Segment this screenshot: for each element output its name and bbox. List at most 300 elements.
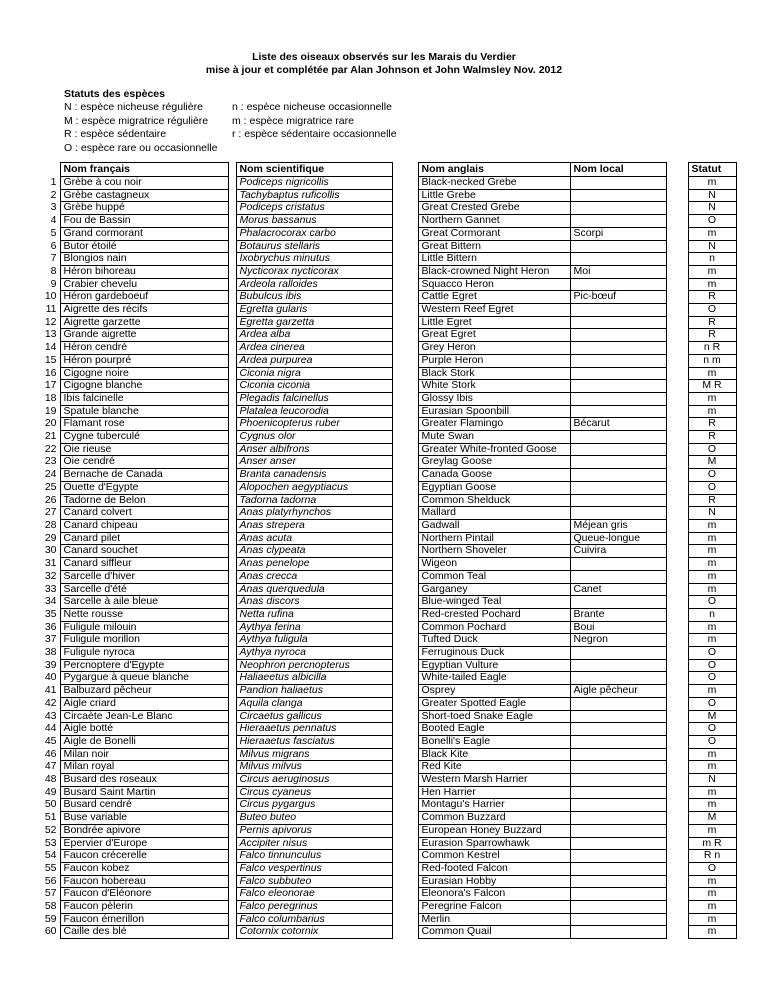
local-name bbox=[570, 659, 666, 672]
status-code: m bbox=[688, 621, 736, 634]
status-code: m bbox=[688, 177, 736, 190]
english-name: Grey Heron bbox=[418, 342, 570, 355]
status-code: N bbox=[688, 774, 736, 787]
french-name: Grèbe à cou noir bbox=[60, 177, 228, 190]
scientific-name: Falco peregrinus bbox=[236, 901, 392, 914]
status-code: n m bbox=[688, 354, 736, 367]
status-code: O bbox=[688, 304, 736, 317]
row-number: 50 bbox=[30, 799, 60, 812]
row-number: 45 bbox=[30, 735, 60, 748]
table-row bbox=[30, 659, 736, 672]
document-subtitle: mise à jour et complétée par Alan Johnson et John Walmsley Nov. 2012 bbox=[205, 64, 563, 76]
english-name: Red-crested Pochard bbox=[418, 608, 570, 621]
english-name: Egyptian Vulture bbox=[418, 659, 570, 672]
row-number: 29 bbox=[30, 532, 60, 545]
english-name: Common Pochard bbox=[418, 621, 570, 634]
row-number: 5 bbox=[30, 227, 60, 240]
english-name: Black-crowned Night Heron bbox=[418, 265, 570, 278]
english-name: White-tailed Eagle bbox=[418, 672, 570, 685]
legend-item: O : espèce rare ou occasionnelle bbox=[64, 141, 218, 154]
scientific-name: Anas discors bbox=[236, 596, 392, 609]
scientific-name: Falco vespertinus bbox=[236, 862, 392, 875]
row-number: 2 bbox=[30, 189, 60, 202]
status-code: O bbox=[688, 443, 736, 456]
row-number: 31 bbox=[30, 558, 60, 571]
scientific-name: Milvus milvus bbox=[236, 761, 392, 774]
local-name bbox=[570, 697, 666, 710]
table-row bbox=[30, 316, 736, 329]
english-name: Northern Pintail bbox=[418, 532, 570, 545]
scientific-name: Hieraaetus fasciatus bbox=[236, 735, 392, 748]
local-name bbox=[570, 380, 666, 393]
english-name: Greater Flamingo bbox=[418, 418, 570, 431]
local-name: Moi bbox=[570, 265, 666, 278]
row-number: 21 bbox=[30, 431, 60, 444]
row-number: 47 bbox=[30, 761, 60, 774]
local-name bbox=[570, 215, 666, 228]
french-name: Héron pourpré bbox=[60, 354, 228, 367]
local-name bbox=[570, 901, 666, 914]
table-row bbox=[30, 253, 736, 266]
french-name: Cigogne blanche bbox=[60, 380, 228, 393]
table-row bbox=[30, 291, 736, 304]
scientific-name: Phalacrocorax carbo bbox=[236, 227, 392, 240]
english-name: Merlin bbox=[418, 913, 570, 926]
table-row bbox=[30, 367, 736, 380]
status-code: N bbox=[688, 189, 736, 202]
table-row bbox=[30, 558, 736, 571]
french-name: Faucon kobez bbox=[60, 862, 228, 875]
status-code: R bbox=[688, 316, 736, 329]
local-name bbox=[570, 748, 666, 761]
french-name: Crabier chevelu bbox=[60, 278, 228, 291]
french-name: Busard cendré bbox=[60, 799, 228, 812]
row-number: 23 bbox=[30, 456, 60, 469]
legend-item: m : espèce migratrice rare bbox=[232, 114, 354, 127]
legend-item: r : espèce sédentaire occasionnelle bbox=[232, 128, 397, 141]
scientific-name: Botaurus stellaris bbox=[236, 240, 392, 253]
scientific-name: Alopochen aegyptiacus bbox=[236, 481, 392, 494]
status-code: m bbox=[688, 265, 736, 278]
french-name: Percnoptere d'Egypte bbox=[60, 659, 228, 672]
header-scientific: Nom scientifique bbox=[236, 163, 392, 177]
english-name: Ferruginous Duck bbox=[418, 647, 570, 660]
table-body bbox=[30, 177, 736, 939]
header-local: Nom local bbox=[570, 163, 666, 177]
english-name: Common Shelduck bbox=[418, 494, 570, 507]
french-name: Faucon émerillon bbox=[60, 913, 228, 926]
local-name bbox=[570, 431, 666, 444]
scientific-name: Anas penelope bbox=[236, 558, 392, 571]
status-code: O bbox=[688, 596, 736, 609]
local-name bbox=[570, 240, 666, 253]
legend-item: M : espèce migratrice régulière bbox=[64, 114, 209, 127]
status-code: M bbox=[688, 710, 736, 723]
row-number: 33 bbox=[30, 583, 60, 596]
scientific-name: Cotornix cotornix bbox=[236, 926, 392, 939]
local-name bbox=[570, 913, 666, 926]
row-number: 11 bbox=[30, 304, 60, 317]
scientific-name: Circus pygargus bbox=[236, 799, 392, 812]
status-code: n bbox=[688, 608, 736, 621]
row-number: 16 bbox=[30, 367, 60, 380]
table-row bbox=[30, 570, 736, 583]
status-code: R bbox=[688, 329, 736, 342]
row-number: 35 bbox=[30, 608, 60, 621]
local-name bbox=[570, 189, 666, 202]
legend-left bbox=[64, 101, 218, 155]
english-name: Mallard bbox=[418, 507, 570, 520]
header-french: Nom français bbox=[60, 163, 228, 177]
french-name: Aigle botté bbox=[60, 723, 228, 736]
table-row bbox=[30, 786, 736, 799]
document-title: Liste des oiseaux observés sur les Marais du Verdier bbox=[252, 51, 516, 63]
scientific-name: Egretta garzetta bbox=[236, 316, 392, 329]
status-code: M R bbox=[688, 380, 736, 393]
table-row bbox=[30, 507, 736, 520]
french-name: Milan royal bbox=[60, 761, 228, 774]
french-name: Epervier d'Europe bbox=[60, 837, 228, 850]
french-name: Butor étoilé bbox=[60, 240, 228, 253]
english-name: Cattle Egret bbox=[418, 291, 570, 304]
local-name bbox=[570, 875, 666, 888]
row-number: 53 bbox=[30, 837, 60, 850]
french-name: Aigle de Bonelli bbox=[60, 735, 228, 748]
status-code: O bbox=[688, 659, 736, 672]
status-code: m R bbox=[688, 837, 736, 850]
row-number: 6 bbox=[30, 240, 60, 253]
french-name: Caille des blé bbox=[60, 926, 228, 939]
french-name: Busard Saint Martin bbox=[60, 786, 228, 799]
table-row bbox=[30, 405, 736, 418]
scientific-name: Circaetus gallicus bbox=[236, 710, 392, 723]
local-name bbox=[570, 316, 666, 329]
table-row bbox=[30, 608, 736, 621]
local-name bbox=[570, 862, 666, 875]
scientific-name: Platalea leucorodia bbox=[236, 405, 392, 418]
local-name: Queue-longue bbox=[570, 532, 666, 545]
scientific-name: Podiceps nigricollis bbox=[236, 177, 392, 190]
english-name: Western Reef Egret bbox=[418, 304, 570, 317]
status-code: m bbox=[688, 799, 736, 812]
table-row bbox=[30, 469, 736, 482]
english-name: Purple Heron bbox=[418, 354, 570, 367]
french-name: Tadorne de Belon bbox=[60, 494, 228, 507]
english-name: Greylag Goose bbox=[418, 456, 570, 469]
scientific-name: Milvus migrans bbox=[236, 748, 392, 761]
table-row bbox=[30, 723, 736, 736]
status-code: m bbox=[688, 558, 736, 571]
status-code: O bbox=[688, 697, 736, 710]
status-code: O bbox=[688, 215, 736, 228]
scientific-name: Cygnus olor bbox=[236, 431, 392, 444]
french-name: Fuligule milouin bbox=[60, 621, 228, 634]
scientific-name: Circus cyaneus bbox=[236, 786, 392, 799]
french-name: Aigrette garzette bbox=[60, 316, 228, 329]
table-row bbox=[30, 634, 736, 647]
status-code: O bbox=[688, 672, 736, 685]
table-row bbox=[30, 735, 736, 748]
row-number: 59 bbox=[30, 913, 60, 926]
row-number: 1 bbox=[30, 177, 60, 190]
english-name: Great Cormorant bbox=[418, 227, 570, 240]
local-name: Bécarut bbox=[570, 418, 666, 431]
french-name: Canard chipeau bbox=[60, 519, 228, 532]
local-name: Scorpi bbox=[570, 227, 666, 240]
french-name: Grèbe castagneux bbox=[60, 189, 228, 202]
french-name: Sarcelle d'hiver bbox=[60, 570, 228, 583]
english-name: Red Kite bbox=[418, 761, 570, 774]
row-number: 60 bbox=[30, 926, 60, 939]
local-name bbox=[570, 494, 666, 507]
english-name: Eurasian Hobby bbox=[418, 875, 570, 888]
scientific-name: Netta rufina bbox=[236, 608, 392, 621]
table-row bbox=[30, 189, 736, 202]
local-name: Aigle pêcheur bbox=[570, 685, 666, 698]
scientific-name: Anas acuta bbox=[236, 532, 392, 545]
english-name: Little Bittern bbox=[418, 253, 570, 266]
french-name: Héron cendré bbox=[60, 342, 228, 355]
french-name: Faucon crécerelle bbox=[60, 850, 228, 863]
scientific-name: Ciconia nigra bbox=[236, 367, 392, 380]
local-name: Pic-bœuf bbox=[570, 291, 666, 304]
french-name: Blongios nain bbox=[60, 253, 228, 266]
row-number: 46 bbox=[30, 748, 60, 761]
local-name bbox=[570, 647, 666, 660]
table-row bbox=[30, 926, 736, 939]
status-code: m bbox=[688, 634, 736, 647]
status-code: N bbox=[688, 507, 736, 520]
english-name: Canada Goose bbox=[418, 469, 570, 482]
english-name: Common Buzzard bbox=[418, 812, 570, 825]
scientific-name: Hieraaetus pennatus bbox=[236, 723, 392, 736]
species-table bbox=[30, 162, 737, 939]
table-header-row bbox=[30, 163, 736, 177]
local-name bbox=[570, 735, 666, 748]
table-row bbox=[30, 240, 736, 253]
english-name: Black Stork bbox=[418, 367, 570, 380]
table-row bbox=[30, 913, 736, 926]
table-row bbox=[30, 443, 736, 456]
row-number: 36 bbox=[30, 621, 60, 634]
french-name: Fuligule morillon bbox=[60, 634, 228, 647]
scientific-name: Podiceps cristatus bbox=[236, 202, 392, 215]
french-name: Spatule blanche bbox=[60, 405, 228, 418]
status-code: m bbox=[688, 926, 736, 939]
row-number: 9 bbox=[30, 278, 60, 291]
french-name: Faucon d'Eléonore bbox=[60, 888, 228, 901]
status-code: m bbox=[688, 824, 736, 837]
row-number: 38 bbox=[30, 647, 60, 660]
status-code: O bbox=[688, 469, 736, 482]
table-row bbox=[30, 621, 736, 634]
row-number: 51 bbox=[30, 812, 60, 825]
header-english: Nom anglais bbox=[418, 163, 570, 177]
scientific-name: Falco tinnunculus bbox=[236, 850, 392, 863]
legend-item: N : espèce nicheuse régulière bbox=[64, 101, 203, 113]
status-code: R n bbox=[688, 850, 736, 863]
row-number: 7 bbox=[30, 253, 60, 266]
row-number: 34 bbox=[30, 596, 60, 609]
english-name: Little Egret bbox=[418, 316, 570, 329]
french-name: Buse variable bbox=[60, 812, 228, 825]
local-name: Canet bbox=[570, 583, 666, 596]
local-name: Cuivira bbox=[570, 545, 666, 558]
local-name bbox=[570, 824, 666, 837]
table-row bbox=[30, 545, 736, 558]
status-code: R bbox=[688, 431, 736, 444]
row-number: 14 bbox=[30, 342, 60, 355]
row-number: 26 bbox=[30, 494, 60, 507]
row-number: 19 bbox=[30, 405, 60, 418]
scientific-name: Haliaeetus albicilla bbox=[236, 672, 392, 685]
english-name: Northern Shoveler bbox=[418, 545, 570, 558]
local-name bbox=[570, 596, 666, 609]
local-name bbox=[570, 672, 666, 685]
table-row bbox=[30, 901, 736, 914]
table-row bbox=[30, 342, 736, 355]
table-row bbox=[30, 837, 736, 850]
table-row bbox=[30, 647, 736, 660]
french-name: Sarcelle d'été bbox=[60, 583, 228, 596]
local-name bbox=[570, 443, 666, 456]
table-row bbox=[30, 748, 736, 761]
scientific-name: Branta canadensis bbox=[236, 469, 392, 482]
status-code: m bbox=[688, 405, 736, 418]
scientific-name: Ixobrychus minutus bbox=[236, 253, 392, 266]
status-code: O bbox=[688, 862, 736, 875]
legend-right bbox=[232, 101, 397, 142]
english-name: White Stork bbox=[418, 380, 570, 393]
english-name: Eurasion Sparrowhawk bbox=[418, 837, 570, 850]
english-name: Red-footed Falcon bbox=[418, 862, 570, 875]
status-code: m bbox=[688, 901, 736, 914]
table-row bbox=[30, 774, 736, 787]
local-name bbox=[570, 888, 666, 901]
table-row bbox=[30, 418, 736, 431]
english-name: Hen Harrier bbox=[418, 786, 570, 799]
local-name bbox=[570, 392, 666, 405]
table-row bbox=[30, 888, 736, 901]
local-name bbox=[570, 469, 666, 482]
row-number: 30 bbox=[30, 545, 60, 558]
french-name: Canard siffleur bbox=[60, 558, 228, 571]
scientific-name: Ardea purpurea bbox=[236, 354, 392, 367]
row-number: 12 bbox=[30, 316, 60, 329]
scientific-name: Aythya nyroca bbox=[236, 647, 392, 660]
french-name: Fou de Bassin bbox=[60, 215, 228, 228]
scientific-name: Aythya ferina bbox=[236, 621, 392, 634]
row-number: 10 bbox=[30, 291, 60, 304]
status-code: O bbox=[688, 481, 736, 494]
scientific-name: Falco eleonorae bbox=[236, 888, 392, 901]
scientific-name: Ardea cinerea bbox=[236, 342, 392, 355]
status-code: R bbox=[688, 291, 736, 304]
local-name bbox=[570, 278, 666, 291]
row-number: 54 bbox=[30, 850, 60, 863]
french-name: Ouette d'Egypte bbox=[60, 481, 228, 494]
table-row bbox=[30, 202, 736, 215]
english-name: Eleonora's Falcon bbox=[418, 888, 570, 901]
local-name bbox=[570, 342, 666, 355]
status-code: N bbox=[688, 240, 736, 253]
local-name bbox=[570, 304, 666, 317]
french-name: Flamant rose bbox=[60, 418, 228, 431]
scientific-name: Bubulcus ibis bbox=[236, 291, 392, 304]
row-number: 43 bbox=[30, 710, 60, 723]
french-name: Ibis falcinelle bbox=[60, 392, 228, 405]
local-name bbox=[570, 405, 666, 418]
french-name: Cygne tuberculé bbox=[60, 431, 228, 444]
scientific-name: Neophron percnopterus bbox=[236, 659, 392, 672]
table-row bbox=[30, 812, 736, 825]
french-name: Nette rousse bbox=[60, 608, 228, 621]
english-name: Blue-winged Teal bbox=[418, 596, 570, 609]
row-number: 49 bbox=[30, 786, 60, 799]
status-code: m bbox=[688, 532, 736, 545]
status-code: m bbox=[688, 570, 736, 583]
scientific-name: Pernis apivorus bbox=[236, 824, 392, 837]
french-name: Pygargue à queue blanche bbox=[60, 672, 228, 685]
english-name: Greater White-fronted Goose bbox=[418, 443, 570, 456]
row-number: 20 bbox=[30, 418, 60, 431]
table-row bbox=[30, 494, 736, 507]
french-name: Busard des roseaux bbox=[60, 774, 228, 787]
table-row bbox=[30, 392, 736, 405]
english-name: Great Bittern bbox=[418, 240, 570, 253]
local-name bbox=[570, 253, 666, 266]
table-row bbox=[30, 672, 736, 685]
table-row bbox=[30, 227, 736, 240]
english-name: Eurasian Spoonbill bbox=[418, 405, 570, 418]
english-name: Tufted Duck bbox=[418, 634, 570, 647]
table-row bbox=[30, 710, 736, 723]
local-name bbox=[570, 774, 666, 787]
table-row bbox=[30, 583, 736, 596]
english-name: Osprey bbox=[418, 685, 570, 698]
english-name: Great Egret bbox=[418, 329, 570, 342]
scientific-name: Anser albifrons bbox=[236, 443, 392, 456]
english-name: Wigeon bbox=[418, 558, 570, 571]
scientific-name: Buteo buteo bbox=[236, 812, 392, 825]
table-row bbox=[30, 329, 736, 342]
local-name bbox=[570, 812, 666, 825]
row-number: 40 bbox=[30, 672, 60, 685]
local-name: Boui bbox=[570, 621, 666, 634]
row-number: 37 bbox=[30, 634, 60, 647]
status-code: m bbox=[688, 786, 736, 799]
status-code: m bbox=[688, 685, 736, 698]
french-name: Bernache de Canada bbox=[60, 469, 228, 482]
row-number: 25 bbox=[30, 481, 60, 494]
status-code: O bbox=[688, 723, 736, 736]
french-name: Grande aigrette bbox=[60, 329, 228, 342]
status-code: N bbox=[688, 202, 736, 215]
english-name: European Honey Buzzard bbox=[418, 824, 570, 837]
status-code: R bbox=[688, 494, 736, 507]
french-name: Cigogne noire bbox=[60, 367, 228, 380]
row-number: 39 bbox=[30, 659, 60, 672]
table-row bbox=[30, 304, 736, 317]
scientific-name: Accipiter nisus bbox=[236, 837, 392, 850]
local-name bbox=[570, 723, 666, 736]
local-name bbox=[570, 354, 666, 367]
table-row bbox=[30, 532, 736, 545]
local-name bbox=[570, 329, 666, 342]
scientific-name: Anas strepera bbox=[236, 519, 392, 532]
scientific-name: Aythya fuligula bbox=[236, 634, 392, 647]
french-name: Oie cendré bbox=[60, 456, 228, 469]
